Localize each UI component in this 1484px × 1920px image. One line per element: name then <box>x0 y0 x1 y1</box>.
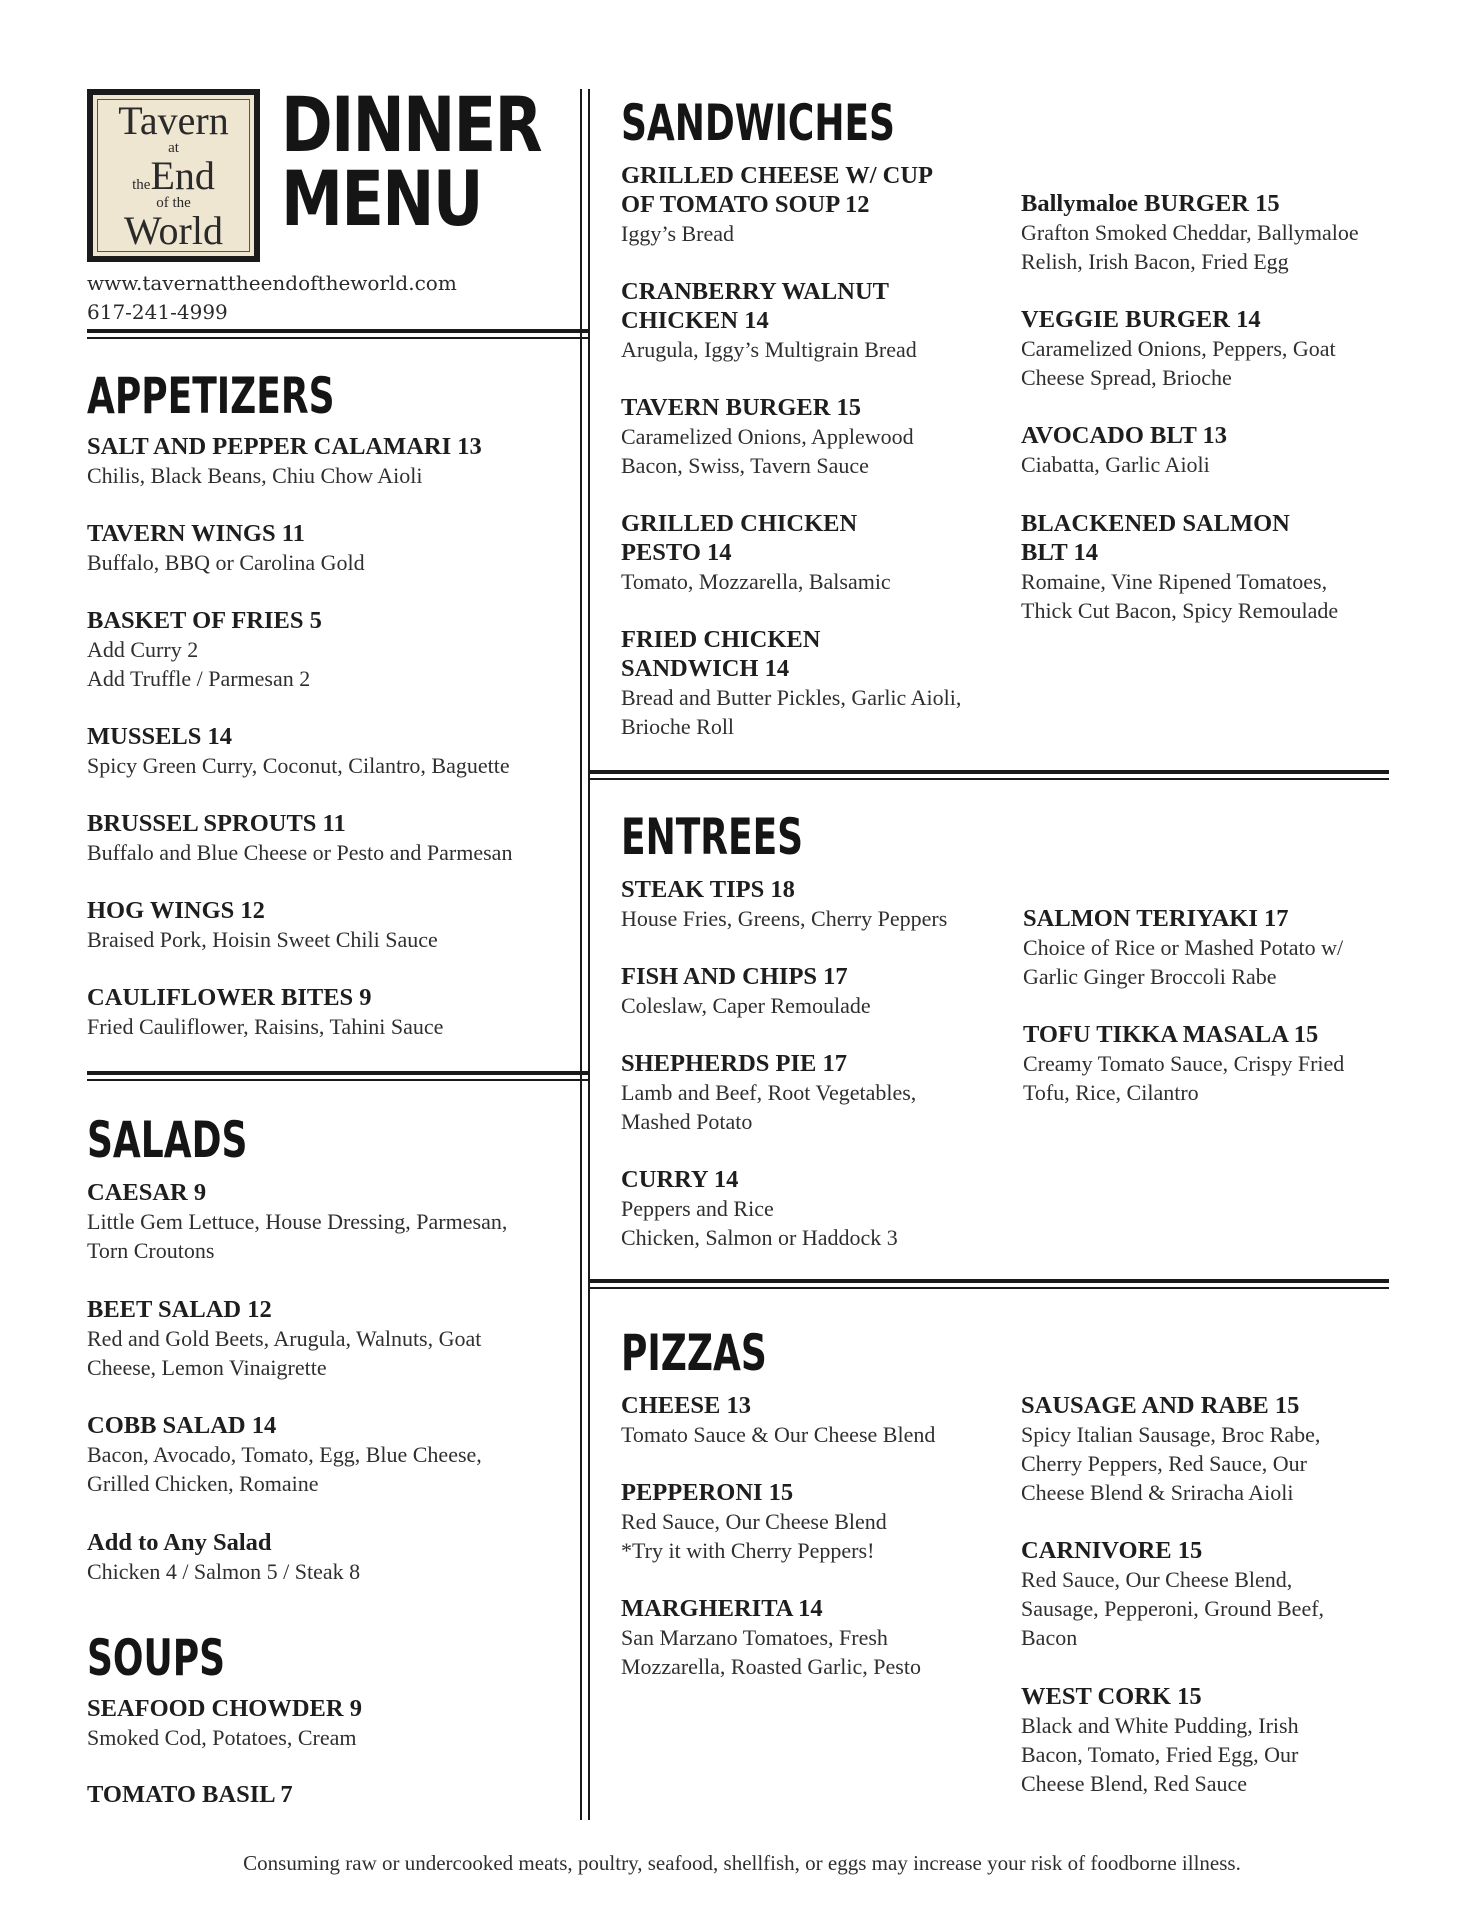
menu-item <box>621 161 1021 248</box>
logo-line-tavern: Tavern <box>118 97 229 143</box>
logo-row-end <box>132 152 215 198</box>
menu-item <box>1021 189 1391 276</box>
menu-item <box>87 432 567 490</box>
item-name: AVOCADO BLT 13 <box>1021 422 1228 449</box>
menu-item <box>1021 421 1391 479</box>
item-name: CHEESE 13 <box>621 1392 752 1419</box>
item-name: GRILLED CHICKEN PESTO 14 <box>621 510 858 566</box>
item-name: CURRY 14 <box>621 1166 739 1193</box>
logo-end: End <box>150 152 215 198</box>
item-name: TOMATO BASIL 7 <box>87 1781 293 1808</box>
item-name: Ballymaloe BURGER 15 <box>1021 190 1280 217</box>
item-name: SALT AND PEPPER CALAMARI 13 <box>87 433 482 460</box>
item-name: TAVERN WINGS 11 <box>87 520 305 547</box>
item-name: GRILLED CHEESE W/ CUP OF TOMATO SOUP 12 <box>621 162 933 218</box>
menu-item <box>87 896 567 954</box>
item-name: COBB SALAD 14 <box>87 1412 277 1439</box>
column-divider-inner <box>588 89 590 1820</box>
menu-item <box>1021 1536 1391 1652</box>
section-title-appetizers: APPETIZERS <box>87 367 335 425</box>
menu-item <box>87 1528 567 1586</box>
item-desc: Buffalo and Blue Cheese or Pesto and Parmesan <box>87 840 513 865</box>
menu-item <box>87 1178 567 1265</box>
menu-item <box>1023 1020 1393 1107</box>
title-line-2: MENU <box>281 154 482 243</box>
item-name: CRANBERRY WALNUT CHICKEN 14 <box>621 278 889 334</box>
item-name: CAESAR 9 <box>87 1179 207 1206</box>
section-title-soups: SOUPS <box>87 1629 226 1687</box>
menu-item <box>621 277 1021 364</box>
menu-item <box>87 722 577 780</box>
menu-item <box>87 1780 567 1809</box>
divider-sandwiches <box>588 770 1389 780</box>
item-name: TOFU TIKKA MASALA 15 <box>1023 1021 1319 1048</box>
menu-item <box>1021 305 1391 392</box>
item-name: TAVERN BURGER 15 <box>621 394 862 421</box>
item-desc: Tomato Sauce & Our Cheese Blend <box>621 1422 936 1447</box>
item-name: VEGGIE BURGER 14 <box>1021 306 1261 333</box>
item-desc: Black and White Pudding, Irish Bacon, Tomato, Fried Egg, Our Cheese Blend, Red Sauce <box>1021 1713 1299 1796</box>
phone-number[interactable]: 617-241-4999 <box>87 300 228 324</box>
item-desc: Red and Gold Beets, Arugula, Walnuts, Goat Cheese, Lemon Vinaigrette <box>87 1326 482 1380</box>
item-desc: Add Curry 2 Add Truffle / Parmesan 2 <box>87 637 311 691</box>
menu-item <box>87 1694 567 1752</box>
menu-item <box>1021 1391 1391 1507</box>
item-desc: Red Sauce, Our Cheese Blend, Sausage, Pepperoni, Ground Beef, Bacon <box>1021 1567 1325 1650</box>
item-name: BRUSSEL SPROUTS 11 <box>87 810 346 837</box>
section-title-sandwiches: SANDWICHES <box>621 94 895 152</box>
menu-item <box>621 1049 1021 1136</box>
item-desc: Tomato, Mozzarella, Balsamic <box>621 569 891 594</box>
item-name: MUSSELS 14 <box>87 723 233 750</box>
logo-of-the: of the <box>156 194 191 211</box>
item-name: WEST CORK 15 <box>1021 1683 1202 1710</box>
item-desc: Spicy Green Curry, Coconut, Cilantro, Baguette <box>87 753 510 778</box>
item-desc: Braised Pork, Hoisin Sweet Chili Sauce <box>87 927 438 952</box>
item-name: STEAK TIPS 18 <box>621 876 795 903</box>
item-name: HOG WINGS 12 <box>87 897 265 924</box>
menu-item <box>621 1165 1021 1252</box>
item-desc: Red Sauce, Our Cheese Blend *Try it with Cherry Peppers! <box>621 1509 887 1563</box>
item-desc: Caramelized Onions, Applewood Bacon, Swiss, Tavern Sauce <box>621 424 914 478</box>
item-desc: Bacon, Avocado, Tomato, Egg, Blue Cheese, Grilled Chicken, Romaine <box>87 1442 482 1496</box>
item-name: PEPPERONI 15 <box>621 1479 794 1506</box>
item-desc: Choice of Rice or Mashed Potato w/ Garlic Ginger Broccoli Rabe <box>1023 935 1344 989</box>
menu-item <box>621 962 1021 1020</box>
item-name: SAUSAGE AND RABE 15 <box>1021 1392 1300 1419</box>
item-name: BASKET OF FRIES 5 <box>87 607 322 634</box>
menu-item <box>621 393 1021 480</box>
menu-item <box>621 1478 1021 1565</box>
item-desc: San Marzano Tomatoes, Fresh Mozzarella, Roasted Garlic, Pesto <box>621 1625 921 1679</box>
menu-item <box>87 519 567 577</box>
menu-item <box>621 1594 1021 1681</box>
menu-item <box>621 1391 1021 1449</box>
page-title <box>281 80 541 243</box>
item-desc: Chilis, Black Beans, Chiu Chow Aioli <box>87 463 423 488</box>
item-desc: Smoked Cod, Potatoes, Cream <box>87 1725 357 1750</box>
item-name: FRIED CHICKEN SANDWICH 14 <box>621 626 821 682</box>
logo-world: World <box>124 207 223 253</box>
section-title-pizzas: PIZZAS <box>621 1324 767 1382</box>
contact-info <box>87 269 457 327</box>
menu-item <box>621 509 1021 596</box>
item-desc: Arugula, Iggy’s Multigrain Bread <box>621 337 917 362</box>
menu-item <box>1023 904 1393 991</box>
menu-item <box>621 625 1021 741</box>
menu-item <box>1021 1682 1391 1798</box>
footer-disclaimer: Consuming raw or undercooked meats, poultry, seafood, shellfish, or eggs may increase your risk of foodborne illness. <box>243 1851 1241 1875</box>
item-desc: Buffalo, BBQ or Carolina Gold <box>87 550 365 575</box>
column-divider-outer <box>580 89 582 1820</box>
item-desc: Caramelized Onions, Peppers, Goat Cheese Spread, Brioche <box>1021 336 1336 390</box>
item-desc: Bread and Butter Pickles, Garlic Aioli, Brioche Roll <box>621 685 962 739</box>
item-name: CARNIVORE 15 <box>1021 1537 1203 1564</box>
item-name: BEET SALAD 12 <box>87 1296 272 1323</box>
logo-the: the <box>132 176 151 193</box>
section-title-salads: SALADS <box>87 1111 248 1169</box>
item-name: FISH AND CHIPS 17 <box>621 963 848 990</box>
menu-item <box>87 809 577 867</box>
item-desc: Grafton Smoked Cheddar, Ballymaloe Relish, Irish Bacon, Fried Egg <box>1021 220 1359 274</box>
menu-item <box>87 1295 567 1382</box>
item-desc: Iggy’s Bread <box>621 221 735 246</box>
item-desc: Coleslaw, Caper Remoulade <box>621 993 871 1018</box>
item-desc: Creamy Tomato Sauce, Crispy Fried Tofu, Rice, Cilantro <box>1023 1051 1345 1105</box>
website-link[interactable]: www.tavernattheendoftheworld.com <box>87 271 457 295</box>
item-name: MARGHERITA 14 <box>621 1595 823 1622</box>
item-desc: House Fries, Greens, Cherry Peppers <box>621 906 948 931</box>
item-desc: Fried Cauliflower, Raisins, Tahini Sauce <box>87 1014 444 1039</box>
item-desc: Lamb and Beef, Root Vegetables, Mashed Potato <box>621 1080 917 1134</box>
logo-at: at <box>168 139 179 156</box>
item-desc: Little Gem Lettuce, House Dressing, Parmesan, Torn Croutons <box>87 1209 508 1263</box>
item-desc: Peppers and Rice Chicken, Salmon or Haddock 3 <box>621 1196 898 1250</box>
menu-item <box>87 606 567 693</box>
item-desc: Ciabatta, Garlic Aioli <box>1021 452 1210 477</box>
item-name: SEAFOOD CHOWDER 9 <box>87 1695 362 1722</box>
item-name: Add to Any Salad <box>87 1529 272 1556</box>
divider-appetizers <box>87 1071 588 1081</box>
item-name: CAULIFLOWER BITES 9 <box>87 984 372 1011</box>
divider-header <box>87 329 588 339</box>
logo-frame <box>97 99 250 252</box>
item-name: SHEPHERDS PIE 17 <box>621 1050 847 1077</box>
title-line-1: DINNER <box>281 80 541 169</box>
item-desc: Romaine, Vine Ripened Tomatoes, Thick Cut Bacon, Spicy Remoulade <box>1021 569 1339 623</box>
menu-item <box>621 875 1021 933</box>
menu-item <box>1021 509 1391 625</box>
item-name: SALMON TERIYAKI 17 <box>1023 905 1289 932</box>
menu-item <box>87 983 567 1041</box>
item-name: BLACKENED SALMON BLT 14 <box>1021 510 1290 566</box>
item-desc: Spicy Italian Sausage, Broc Rabe, Cherry Peppers, Red Sauce, Our Cheese Blend & Sriracha Aioli <box>1021 1422 1321 1505</box>
item-desc: Chicken 4 / Salmon 5 / Steak 8 <box>87 1559 361 1584</box>
menu-item <box>87 1411 567 1498</box>
section-title-entrees: ENTREES <box>621 808 804 866</box>
divider-entrees <box>588 1279 1389 1289</box>
logo <box>87 89 260 262</box>
